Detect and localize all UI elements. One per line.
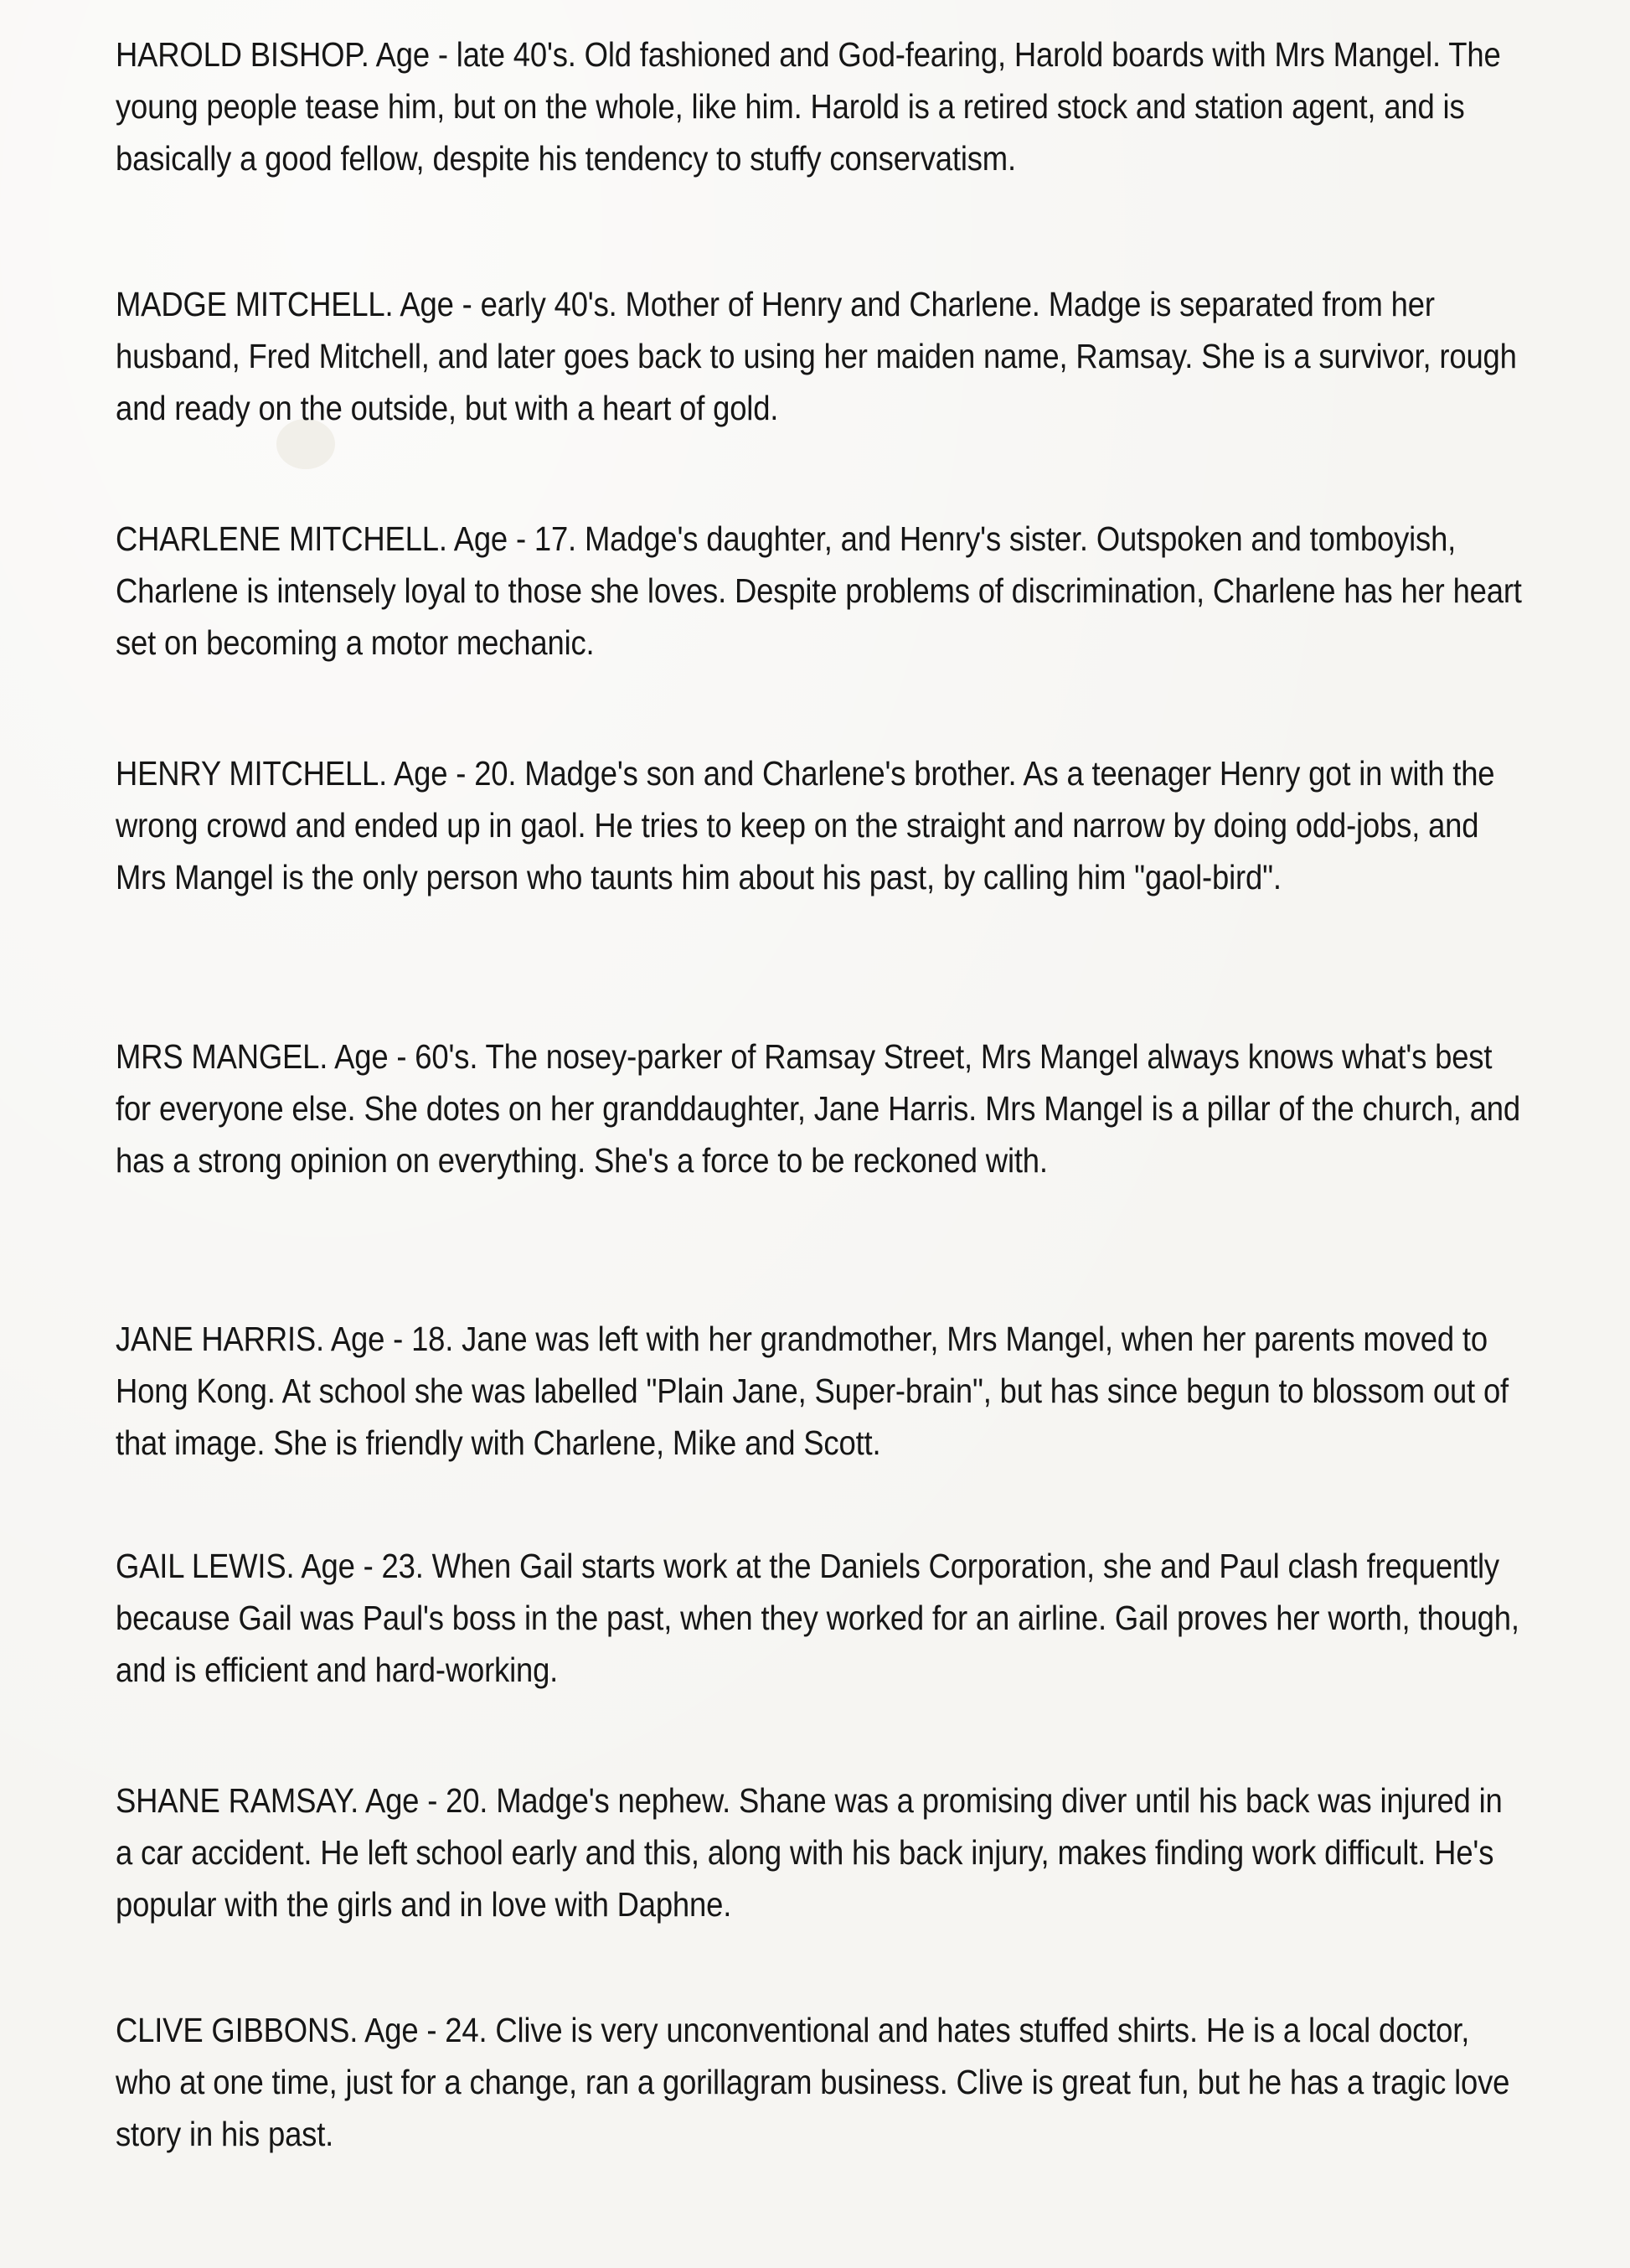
entry-text: CLIVE GIBBONS. Age - 24. Clive is very unconventional and hates stuffed shirts. He is a local doctor, who at one time, just for a change, ran a gorillagram business. Clive is great fun, but he has a tragic love story in his past. [116,2011,1510,2153]
entry-text: JANE HARRIS. Age - 18. Jane was left with her grandmother, Mrs Mangel, when her parents moved to Hong Kong. At school she was labelled "Plain Jane, Super-brain", but has since begun to blossom out of that image. She is friendly with Charlene, Mike and Scott. [116,1320,1509,1462]
character-entry-mrs-mangel [116,1031,1527,1186]
character-entry-clive-gibbons [116,2004,1527,2160]
entry-text: GAIL LEWIS. Age - 23. When Gail starts work at the Daniels Corporation, she and Paul clash frequently because Gail was Paul's boss in the past, when they worked for an airline. Gail proves her worth, though, and is efficient and hard-working. [116,1547,1519,1689]
entry-text: HAROLD BISHOP. Age - late 40's. Old fashioned and God-fearing, Harold boards with Mrs Mangel. The young people tease him, but on the whole, like him. Harold is a retired stock and station agent, and is basically a good fellow, despite his tendency to stuffy conservatism. [116,35,1501,178]
entry-text: MRS MANGEL. Age - 60's. The nosey-parker of Ramsay Street, Mrs Mangel always knows what's best for everyone else. She dotes on her granddaughter, Jane Harris. Mrs Mangel is a pillar of the church, and has a strong opinion on everything. She's a force to be reckoned with. [116,1037,1520,1180]
entry-text: SHANE RAMSAY. Age - 20. Madge's nephew. Shane was a promising diver until his back was injured in a car accident. He left school early and this, along with his back injury, makes finding work difficult. He's popular with the girls and in love with Daphne. [116,1781,1503,1924]
entry-text: CHARLENE MITCHELL. Age - 17. Madge's daughter, and Henry's sister. Outspoken and tomboyish, Charlene is intensely loyal to those she loves. Despite problems of discrimination, Charlene has her heart set on becoming a motor mechanic. [116,519,1522,662]
character-entry-harold-bishop [116,28,1527,184]
character-entry-charlene-mitchell [116,513,1527,669]
character-entry-jane-harris [116,1313,1527,1469]
entry-text: MADGE MITCHELL. Age - early 40's. Mother of Henry and Charlene. Madge is separated from her husband, Fred Mitchell, and later goes back to using her maiden name, Ramsay. She is a survivor, rough and ready on the outside, but with a heart of gold. [116,285,1517,427]
character-entry-shane-ramsay [116,1775,1527,1930]
character-entry-madge-mitchell [116,278,1527,434]
character-entry-henry-mitchell [116,747,1527,903]
character-entry-gail-lewis [116,1540,1527,1696]
entry-text: HENRY MITCHELL. Age - 20. Madge's son and Charlene's brother. As a teenager Henry got in with the wrong crowd and ended up in gaol. He tries to keep on the straight and narrow by doing odd-jobs, and Mrs Mangel is the only person who taunts him about his past, by calling him "gaol-bird". [116,754,1495,896]
